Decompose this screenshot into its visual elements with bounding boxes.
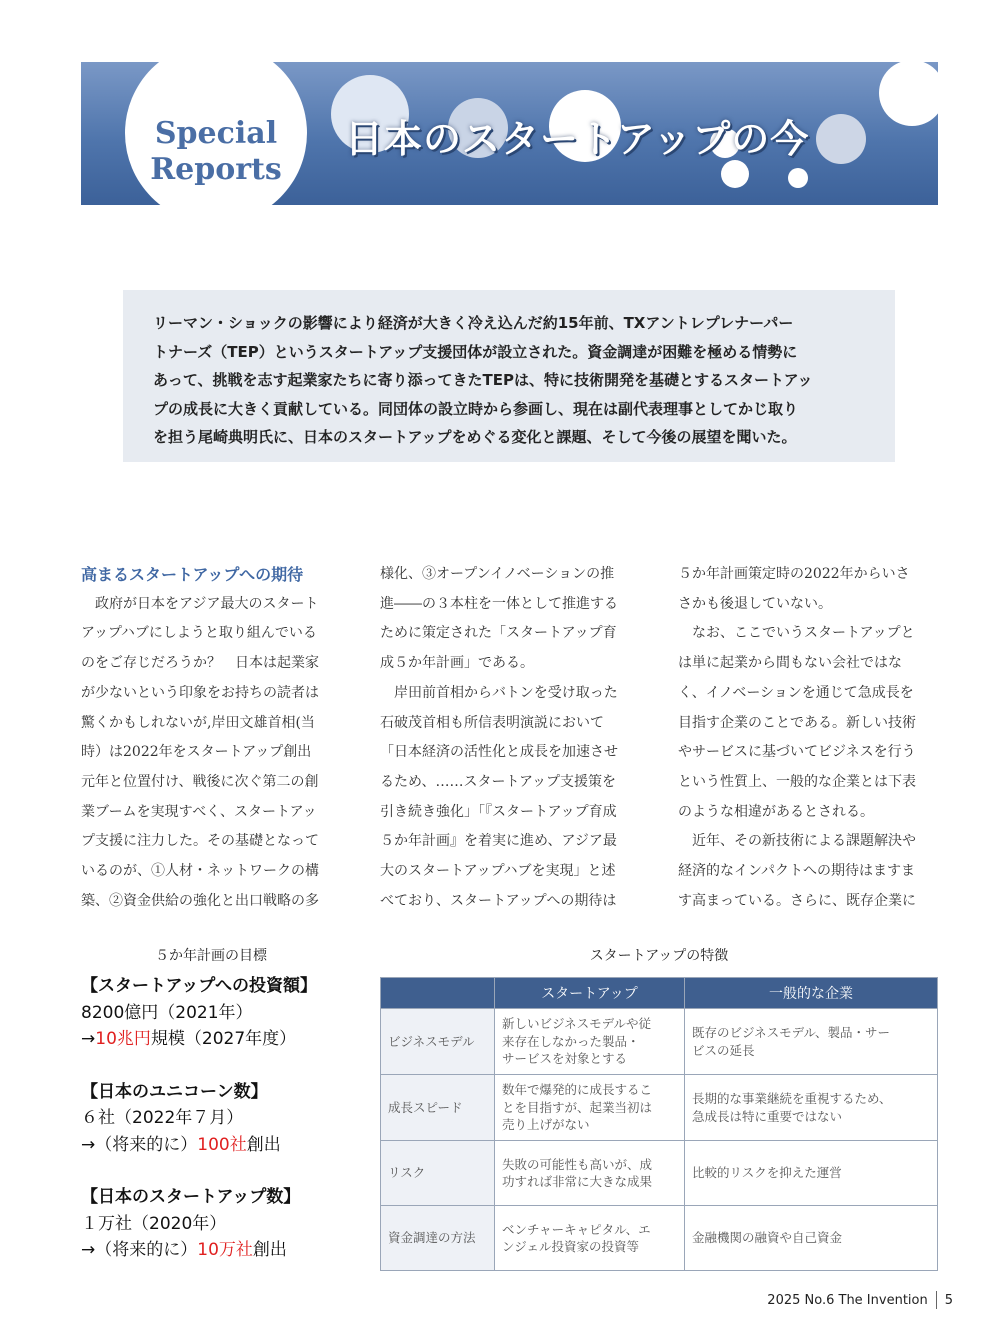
cell-line: 比較的リスクを抑えた運営: [692, 1165, 842, 1181]
section-heading: 高まるスタートアップへの期待: [81, 565, 304, 584]
decor-circle: [721, 160, 749, 188]
lead-line: プの成長に大きく貢献している。同団体の設立時から参画し、現在は副代表理事としてかじ取り: [153, 399, 799, 418]
body-line: やサービスに基づいてビジネスを行う: [678, 744, 916, 761]
body-line: という性質上、一般的な企業とは下表: [678, 773, 916, 790]
cell-line: 金融機関の融資や自己資金: [692, 1230, 843, 1246]
page-footer: [767, 1291, 953, 1309]
general-cell: [685, 1075, 938, 1141]
table-header-row: [381, 978, 938, 1009]
goals-list: [81, 973, 371, 1290]
badge-line-2: Reports: [150, 152, 282, 187]
row-label: ビジネスモデル: [381, 1009, 495, 1075]
body-line: 成５か年計画」である。: [380, 655, 534, 672]
body-line: 岸田前首相からバトンを受け取った: [380, 684, 618, 701]
goal-target-post: 創出: [246, 1134, 281, 1155]
issue-label: 2025 No.6 The Invention: [767, 1292, 928, 1308]
body-line: 進――の３本柱を一体として推進する: [380, 595, 618, 612]
goal-target: [81, 1132, 371, 1159]
body-line: が少ないという印象をお持ちの読者は: [81, 684, 319, 701]
arrow-glyph: →: [81, 1134, 96, 1155]
row-label: 資金調達の方法: [381, 1206, 495, 1271]
body-line: 業ブームを実現すべく、スタートアッ: [81, 803, 317, 820]
cell-line: 既存のビジネスモデル、製品・サー: [692, 1025, 891, 1040]
startup-cell: [495, 1009, 685, 1075]
cell-line: 功すれば非常に大きな成果: [502, 1174, 653, 1189]
goal-item: [81, 1079, 371, 1159]
body-line: 大のスタートアップハブを実現」と述: [380, 863, 616, 880]
cell-line: ビスの延長: [692, 1042, 755, 1058]
header-cell: 一般的な企業: [685, 978, 938, 1009]
body-line: べており、スタートアップへの期待は: [380, 892, 617, 909]
table-row: [381, 1206, 938, 1271]
table-row: [381, 1009, 938, 1075]
body-line: ５か年計画策定時の2022年からいさ: [678, 566, 910, 582]
body-line: いるのが、①人材・ネットワークの構: [81, 863, 319, 880]
table-row: [381, 1075, 938, 1141]
body-line: 近年、その新技術による課題解決や: [678, 833, 916, 850]
body-line: 様化、③オープンイノベーションの推: [380, 566, 615, 582]
features-table: [380, 977, 938, 1271]
body-line: プ支援に注力した。その基礎となって: [81, 833, 319, 850]
body-line: 経済的なインパクトへの期待はますま: [678, 863, 916, 880]
arrow-glyph: →: [81, 1240, 96, 1260]
lead-line: あって、挑戦を志す起業家たちに寄り添ってきたTEPは、特に技術開発を基礎とするスタートアッ: [153, 371, 813, 389]
cell-line: 来存在しなかった製品・: [502, 1033, 640, 1049]
startup-cell: [495, 1206, 685, 1271]
goal-target-post: 規模（2027年度）: [150, 1029, 297, 1049]
body-line: す高まっている。さらに、既存企業に: [678, 892, 916, 909]
cell-line: とを目指すが、起業当初は: [502, 1099, 653, 1115]
article-column-2: [380, 560, 642, 916]
body-line: のをご存じだろうか？ 日本は起業家: [81, 655, 319, 672]
lead-line: トナーズ（TEP）というスタートアップ支援団体が設立された。資金調達が困難を極める情勢に: [153, 342, 798, 361]
header-cell: [381, 978, 495, 1009]
goals-title: ５か年計画の目標: [155, 948, 267, 964]
body-line: さかも後退していない。: [678, 595, 832, 612]
goal-item: [81, 1184, 371, 1264]
special-reports-badge: [125, 42, 307, 224]
row-label: 成長スピード: [381, 1075, 495, 1141]
goal-current: １万社（2020年）: [81, 1213, 227, 1234]
goal-heading: 【日本のユニコーン数】: [81, 1081, 268, 1102]
cell-line: ベンチャーキャピタル、エ: [502, 1221, 651, 1237]
article-column-1: [81, 560, 343, 916]
body-line: 引き続き強化」「『スタートアップ育成: [380, 803, 617, 820]
page-number: 5: [944, 1292, 953, 1308]
footer-divider: [936, 1291, 937, 1309]
cell-line: 売り上げがない: [502, 1117, 590, 1133]
general-cell: [685, 1141, 938, 1206]
body-line: 政府が日本をアジア最大のスタート: [81, 595, 319, 612]
goal-target-highlight: 100社: [197, 1134, 247, 1155]
article-column-3: [678, 560, 940, 916]
body-line: なお、ここでいうスタートアップと: [678, 625, 915, 642]
body-line: く、イノベーションを通じて急成長を: [678, 684, 914, 701]
lead-line: リーマン・ショックの影響により経済が大きく冷え込んだ約15年前、TXアントレプレナーパー: [153, 314, 794, 332]
goal-heading: 【日本のスタートアップ数】: [81, 1187, 301, 1207]
body-line: 元年と位置付け、戦後に次ぐ第二の創: [81, 773, 319, 790]
goal-current: 8200億円（2021年）: [81, 1002, 253, 1023]
body-line: ５か年計画』を着実に進め、アジア最: [380, 833, 617, 850]
body-line: アップハブにしようと取り組んでいる: [81, 625, 317, 642]
cell-line: ンジェル投資家の投資等: [502, 1239, 639, 1254]
goal-target-highlight: 10兆円: [95, 1029, 151, 1049]
body-line: ために策定された「スタートアップ育: [380, 625, 617, 642]
goal-target-post: 創出: [252, 1240, 287, 1260]
goal-target-highlight: 10万社: [197, 1240, 253, 1260]
goal-target: [81, 1237, 371, 1264]
body-line: るため、……スタートアップ支援策を: [380, 773, 617, 790]
page-title: 日本のスタートアップの今: [345, 117, 810, 161]
decor-circle: [788, 168, 808, 188]
lead-line: を担う尾崎典明氏に、日本のスタートアップをめぐる変化と課題、そして今後の展望を聞いた。: [153, 428, 797, 446]
body-line: は単に起業から間もない会社ではな: [678, 655, 902, 672]
lead-summary: [123, 290, 895, 462]
goal-current: ６社（2022年７月）: [81, 1108, 244, 1128]
goal-item: [81, 973, 371, 1053]
body-line: のような相違があるとされる。: [678, 803, 874, 820]
body-line: 目指す企業のことである。新しい技術: [678, 714, 916, 731]
decor-circle: [879, 62, 938, 126]
body-line: 「日本経済の活性化と成長を加速させ: [380, 744, 618, 761]
body-line: 築、②資金供給の強化と出口戦略の多: [81, 892, 319, 909]
general-cell: [685, 1206, 938, 1271]
table-row: [381, 1141, 938, 1206]
startup-cell: [495, 1141, 685, 1206]
cell-line: 数年で爆発的に成長するこ: [502, 1082, 653, 1098]
general-cell: [685, 1009, 938, 1075]
header-cell: スタートアップ: [495, 978, 685, 1009]
goal-target: [81, 1026, 371, 1053]
table-title: スタートアップの特徴: [589, 948, 729, 964]
goal-target-pre: （将来的に）: [95, 1240, 198, 1260]
startup-cell: [495, 1075, 685, 1141]
body-line: 驚くかもしれないが,岸田文雄首相(当: [81, 714, 315, 731]
cell-line: サービスを対象とする: [502, 1051, 628, 1067]
body-line: 石破茂首相も所信表明演説において: [380, 714, 604, 731]
row-label: リスク: [381, 1141, 495, 1206]
cell-line: 長期的な事業継続を重視するため、: [692, 1091, 892, 1106]
arrow-glyph: →: [81, 1029, 96, 1049]
cell-line: 失敗の可能性も高いが、成: [502, 1156, 653, 1172]
badge-line-1: Special: [154, 116, 278, 151]
cell-line: 新しいビジネスモデルや従: [502, 1016, 652, 1032]
cell-line: 急成長は特に重要ではない: [692, 1108, 843, 1124]
goal-heading: 【スタートアップへの投資額】: [81, 976, 317, 996]
goal-target-pre: （将来的に）: [95, 1134, 198, 1155]
decor-circle: [816, 114, 866, 164]
body-line: 時）は2022年をスタートアップ創出: [81, 744, 312, 761]
